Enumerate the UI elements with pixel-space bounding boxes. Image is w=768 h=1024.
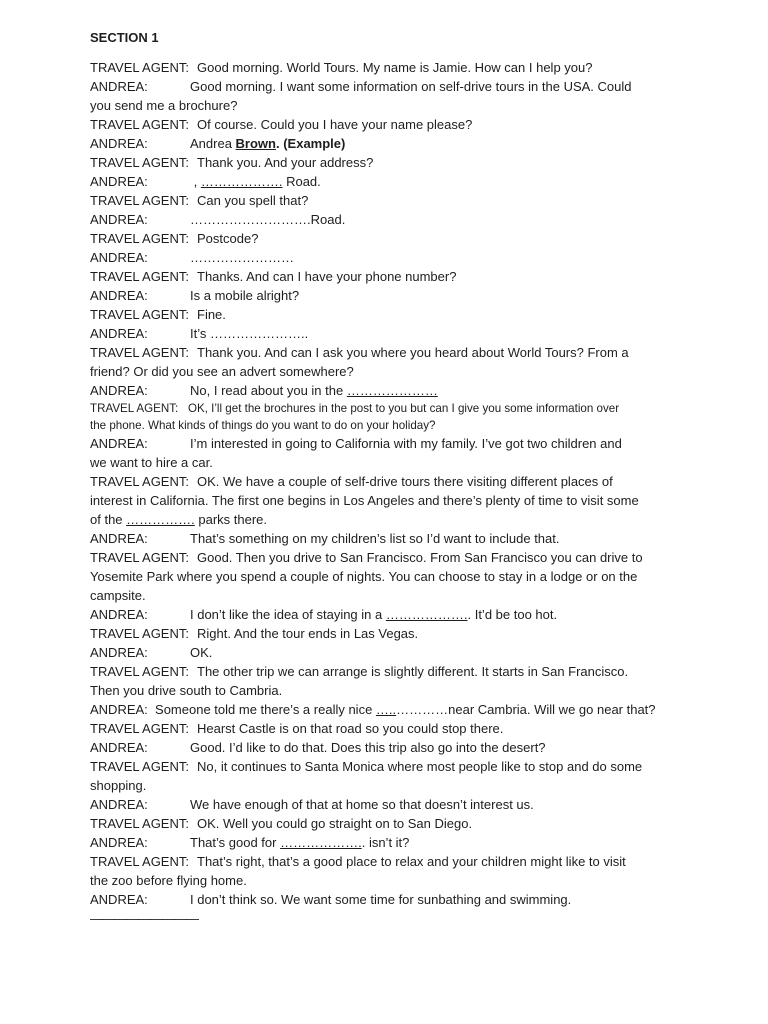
speaker-label: ANDREA:: [90, 288, 148, 303]
continuation-line: Yosemite Park where you spend a couple of nights. You can choose to stay in a lodge or on the: [90, 569, 638, 584]
speaker-label: TRAVEL AGENT:: [90, 269, 189, 284]
speaker-label: TRAVEL AGENT:: [90, 626, 189, 641]
speaker-label: TRAVEL AGENT:: [90, 307, 189, 322]
andrea-line-5: [90, 248, 690, 267]
agent-line-2: [90, 115, 690, 134]
continuation-line: the zoo before flying home.: [90, 873, 247, 888]
agent-line-5: [90, 229, 690, 248]
speaker-label: TRAVEL AGENT:: [90, 60, 189, 75]
dialogue-text: OK.: [190, 645, 213, 660]
speaker-label: TRAVEL AGENT:: [90, 759, 189, 774]
dialogue-text: …………near Cambria. Will we go near that?: [396, 702, 656, 717]
speaker-label: ANDREA:: [90, 136, 148, 151]
dialogue-text: Good. I’d like to do that. Does this trip also go into the desert?: [190, 740, 546, 755]
speaker-label: ANDREA:: [90, 702, 148, 717]
example-answer: Brown: [235, 136, 276, 151]
agent-line-1: [90, 58, 690, 77]
agent-line-8: [90, 343, 690, 362]
dialogue-text: Hearst Castle is on that road so you could stop there.: [197, 721, 504, 736]
speaker-label: TRAVEL AGENT:: [90, 816, 189, 831]
speaker-label: ANDREA:: [90, 174, 148, 189]
dialogue-text: Can you spell that?: [197, 193, 309, 208]
dialogue-text: parks there.: [194, 512, 268, 527]
speaker-label: TRAVEL AGENT:: [90, 550, 189, 565]
andrea-line-7: [90, 324, 690, 343]
answer-blank: …………….: [126, 512, 195, 527]
speaker-label: TRAVEL AGENT:: [90, 854, 189, 869]
dialogue-text: No, I read about you in the: [190, 383, 347, 398]
speaker-label: ANDREA:: [90, 79, 148, 94]
dialogue-text: . It’d be too hot.: [467, 607, 558, 622]
speaker-label: ANDREA:: [90, 645, 148, 660]
dialogue-text: OK. We have a couple of self-drive tours there visiting different places of: [197, 474, 613, 489]
dialogue-text: No, it continues to Santa Monica where most people like to stop and do some: [197, 759, 643, 774]
dialogue-text: Thanks. And can I have your phone number?: [197, 269, 457, 284]
continuation-line: shopping.: [90, 778, 147, 793]
dialogue-text: Good morning. World Tours. My name is Jamie. How can I help you?: [197, 60, 593, 75]
speaker-label: ANDREA:: [90, 892, 148, 907]
dialogue-text: Right. And the tour ends in Las Vegas.: [197, 626, 419, 641]
agent-line-17: [90, 852, 690, 871]
agent-line-13: [90, 662, 690, 681]
dialogue-text: Andrea: [190, 136, 236, 151]
dialogue-text: OK. Well you could go straight on to San Diego.: [197, 816, 473, 831]
speaker-label: ANDREA:: [90, 797, 148, 812]
dialogue-text: I don’t think so. We want some time for sunbathing and swimming.: [190, 892, 572, 907]
agent-line-16: [90, 814, 690, 833]
andrea-line-16: [90, 833, 690, 852]
dialogue-text: Fine.: [197, 307, 226, 322]
agent-line-6: [90, 267, 690, 286]
dialogue-text: Thank you. And your address?: [197, 155, 374, 170]
answer-blank: …..: [375, 702, 397, 717]
dialogue-text: That’s something on my children’s list so I’d want to include that.: [190, 531, 560, 546]
answer-blank: ……………….: [200, 174, 283, 189]
andrea-line-13: [90, 700, 690, 719]
andrea-line-3: [90, 172, 690, 191]
dialogue-text: OK, I’ll get the brochures in the post to you but can I give you some information over: [187, 402, 620, 415]
agent-line-10: [90, 472, 690, 491]
dialogue-text: Good morning. I want some information on self-drive tours in the USA. Could: [190, 79, 632, 94]
agent-line-12: [90, 624, 690, 643]
dialogue-text: ,: [190, 174, 201, 189]
speaker-label: ANDREA:: [90, 436, 148, 451]
agent-line-3: [90, 153, 690, 172]
dialogue-text: ……………………: [190, 250, 294, 265]
dialogue-text: Is a mobile alright?: [190, 288, 300, 303]
dialogue-text: Postcode?: [197, 231, 259, 246]
agent-line-9: [90, 400, 690, 417]
speaker-label: TRAVEL AGENT:: [90, 345, 189, 360]
agent-line-4: [90, 191, 690, 210]
speaker-label: ANDREA:: [90, 607, 148, 622]
answer-blank: ……………….: [280, 835, 362, 850]
dialogue-text: Thank you. And can I ask you where you heard about World Tours? From a: [197, 345, 629, 360]
answer-blank: …………………: [346, 383, 438, 398]
dialogue-text: Someone told me there’s a really nice: [155, 702, 376, 717]
andrea-line-9: [90, 434, 690, 453]
speaker-label: ANDREA:: [90, 326, 148, 341]
dialogue-text: Road.: [282, 174, 321, 189]
end-rule: —————————: [90, 911, 198, 926]
andrea-line-12: [90, 643, 690, 662]
continuation-line: you send me a brochure?: [90, 98, 238, 113]
dialogue-text: Good. Then you drive to San Francisco. From San Francisco you can drive to: [197, 550, 643, 565]
dialogue-text: I’m interested in going to California with my family. I’ve got two children and: [190, 436, 622, 451]
speaker-label: ANDREA:: [90, 250, 148, 265]
andrea-line-4: [90, 210, 690, 229]
speaker-label: ANDREA:: [90, 531, 148, 546]
document-page: [90, 28, 690, 928]
agent-line-11: [90, 548, 690, 567]
speaker-label: TRAVEL AGENT:: [90, 664, 189, 679]
continuation-line: campsite.: [90, 588, 146, 603]
dialogue-text: ……………………….Road.: [190, 212, 346, 227]
agent-line-14: [90, 719, 690, 738]
dialogue-text: of the: [90, 512, 127, 527]
andrea-line-10: [90, 529, 690, 548]
speaker-label: TRAVEL AGENT:: [90, 155, 189, 170]
dialogue-text: We have enough of that at home so that doesn’t interest us.: [190, 797, 534, 812]
andrea-line-8: [90, 381, 690, 400]
speaker-label: TRAVEL AGENT:: [90, 402, 179, 415]
continuation-line: Then you drive south to Cambria.: [90, 683, 283, 698]
speaker-label: ANDREA:: [90, 383, 148, 398]
speaker-label: TRAVEL AGENT:: [90, 721, 189, 736]
speaker-label: ANDREA:: [90, 740, 148, 755]
speaker-label: TRAVEL AGENT:: [90, 231, 189, 246]
speaker-label: ANDREA:: [90, 835, 148, 850]
andrea-line-6: [90, 286, 690, 305]
speaker-label: TRAVEL AGENT:: [90, 193, 189, 208]
dialogue-text: . isn’t it?: [361, 835, 410, 850]
andrea-line-11: [90, 605, 690, 624]
andrea-line-2: [90, 134, 690, 153]
answer-blank: ……………….: [385, 607, 468, 622]
andrea-line-15: [90, 795, 690, 814]
example-label: . (Example): [276, 136, 346, 151]
continuation-line: [90, 510, 690, 529]
dialogue-text: I don’t like the idea of staying in a: [190, 607, 386, 622]
agent-line-7: [90, 305, 690, 324]
dialogue-text: Of course. Could you I have your name please?: [197, 117, 473, 132]
section-title: SECTION 1: [90, 30, 159, 45]
speaker-label: TRAVEL AGENT:: [90, 117, 189, 132]
agent-line-15: [90, 757, 690, 776]
dialogue-text: That’s good for: [190, 835, 281, 850]
dialogue-text: That’s right, that’s a good place to relax and your children might like to visit: [197, 854, 626, 869]
andrea-line-17: [90, 890, 690, 909]
speaker-label: ANDREA:: [90, 212, 148, 227]
continuation-line: the phone. What kinds of things do you want to do on your holiday?: [90, 419, 436, 432]
andrea-line-14: [90, 738, 690, 757]
speaker-label: TRAVEL AGENT:: [90, 474, 189, 489]
dialogue-text: It’s …………………..: [190, 326, 309, 341]
continuation-line: friend? Or did you see an advert somewhere?: [90, 364, 354, 379]
continuation-line: we want to hire a car.: [90, 455, 213, 470]
andrea-line-1: [90, 77, 690, 96]
continuation-line: interest in California. The first one begins in Los Angeles and there’s plenty of time to visit some: [90, 493, 639, 508]
dialogue-text: The other trip we can arrange is slightly different. It starts in San Francisco.: [197, 664, 629, 679]
